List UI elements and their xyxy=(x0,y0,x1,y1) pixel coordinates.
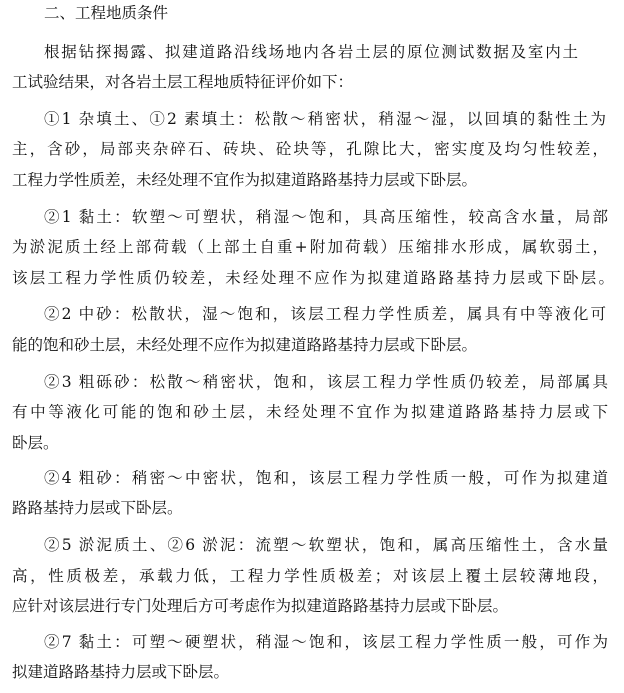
paragraph-clay-line-3: 该层工程力学性质仍较差，未经处理不应作为拟建道路路基持力层或下卧层。 xyxy=(12,269,614,287)
paragraph-silt-line-2: 高，性质极差，承载力低，工程力学性质极差；对该层上覆土层较薄地段， xyxy=(12,567,608,585)
paragraph-gravel-sand-line-2: 有中等液化可能的饱和砂土层，未经处理不宜作为拟建道路路基持力层或下 xyxy=(12,403,608,421)
paragraph-clay-line-2: 为淤泥质土经上部荷载（上部土自重+附加荷载）压缩排水形成，属软弱土， xyxy=(12,238,608,256)
section-title: 二、工程地质条件 xyxy=(44,4,169,22)
paragraph-coarse-sand-line-1: ②4 粗砂：稍密～中密状，饱和，该层工程力学性质一般，可作为拟建道 xyxy=(44,469,608,487)
paragraph-gravel-sand-line-3: 卧层。 xyxy=(12,434,59,452)
paragraph-clay-line-1: ②1 黏土：软塑～可塑状，稍湿～饱和，具高压缩性，较高含水量，局部 xyxy=(44,208,608,226)
paragraph-gravel-sand-line-1: ②3 粗砾砂：松散～稍密状，饱和，该层工程力学性质仍较差，局部属具 xyxy=(44,373,608,391)
paragraph-fill-line-3: 工程力学性质差，未经处理不宜作为拟建道路路基持力层或下卧层。 xyxy=(12,171,478,189)
paragraph-silt-line-3: 应针对该层进行专门处理后方可考虑作为拟建道路路基持力层或下卧层。 xyxy=(12,597,509,615)
paragraph-silt-line-1: ②5 淤泥质土、②6 淤泥：流塑～软塑状，饱和，属高压缩性土，含水量 xyxy=(44,536,608,554)
paragraph-medium-sand-line-1: ②2 中砂：松散状，湿～饱和，该层工程力学性质差，属具有中等液化可 xyxy=(44,305,606,323)
paragraph-intro-line-1: 根据钻探揭露、拟建道路沿线场地内各岩土层的原位测试数据及室内土 xyxy=(44,43,578,61)
paragraph-fill-line-1: ①1 杂填土、①2 素填土：松散～稍密状，稍湿～湿，以回填的黏性土为 xyxy=(44,110,606,128)
paragraph-intro-line-2: 工试验结果，对各岩土层工程地质特征评价如下： xyxy=(12,73,354,91)
paragraph-fill-line-2: 主，含砂，局部夹杂碎石、砖块、砼块等，孔隙比大，密实度及均匀性较差， xyxy=(12,140,608,158)
paragraph-hard-clay-line-2: 拟建道路路基持力层或下卧层。 xyxy=(12,663,230,681)
paragraph-medium-sand-line-2: 能的饱和砂土层，未经处理不应作为拟建道路路基持力层或下卧层。 xyxy=(12,336,478,354)
paragraph-hard-clay-line-1: ②7 黏土：可塑～硬塑状，稍湿～饱和，该层工程力学性质一般，可作为 xyxy=(44,633,608,651)
paragraph-coarse-sand-line-2: 路路基持力层或下卧层。 xyxy=(12,499,183,517)
